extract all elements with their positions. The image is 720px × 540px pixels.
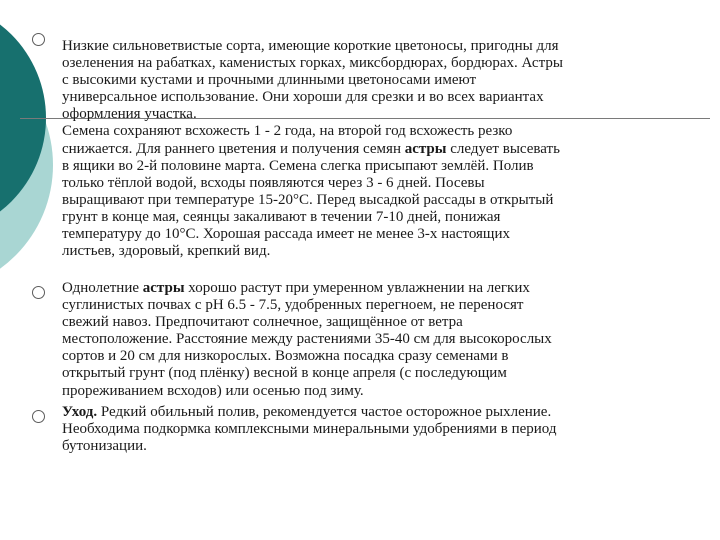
paragraph-sowing: [62, 38, 707, 260]
text-line: сортов и 20 см для низкорослых. Возможна посадка сразу семенами в: [62, 348, 509, 365]
text-line: универсальное использование. Они хороши для срезки и во всех вариантах: [62, 89, 544, 106]
bullet-1: [32, 33, 45, 46]
text-line: местоположение. Расстояние между растениями 35-40 см для высокорослых: [62, 331, 552, 348]
paragraph-growing-conditions: [62, 280, 707, 400]
text-line: прореживанием всходов) или осенью под зиму.: [62, 382, 364, 399]
text-line: Однолетние астры хорошо растут при умеренном увлажнении на легких: [62, 280, 530, 296]
text-line: Низкие сильноветвистые сорта, имеющие короткие цветоносы, пригодны для: [62, 38, 559, 54]
text-line: с высокими кустами и прочными длинными цветоносами имеют: [62, 72, 477, 89]
text-line: выращивают при температуре 15-20°С. Перед высадкой рассады в открытый: [62, 191, 554, 208]
text-line: оформления участка.: [62, 106, 197, 123]
paragraph-care: [62, 404, 707, 455]
decorative-side-shapes: [0, 0, 60, 540]
text-line: суглинистых почвах с рН 6.5 - 7.5, удобренных перегноем, не переносят: [62, 297, 524, 314]
text-line: открытый грунт (под плёнку) весной в конце апреля (с последующим: [62, 365, 507, 382]
text-line: снижается. Для раннего цветения и получения семян астры следует высевать: [62, 140, 560, 157]
text-line: свежий навоз. Предпочитают солнечное, защищённое от ветра: [62, 314, 463, 331]
text-line: озеленения на рабатках, каменистых горках, миксбордюрах, бордюрах. Астры: [62, 55, 563, 72]
text-line: грунт в конце мая, сеянцы закаливают в течении 7-10 дней, понижая: [62, 208, 501, 225]
bullet-3: [32, 410, 45, 423]
text-line: листьев, здоровый, крепкий вид.: [62, 243, 271, 260]
text-line: температуру до 10°С. Хорошая рассада имеет не менее 3-х настоящих: [62, 226, 511, 243]
text-line: только тёплой водой, всходы появляются через 3 - 6 дней. Посевы: [62, 174, 485, 191]
text-line: Семена сохраняют всхожесть 1 - 2 года, на второй год всхожесть резко: [62, 123, 513, 140]
bullet-2: [32, 286, 45, 299]
text-line: бутонизации.: [62, 438, 147, 455]
text-line: Уход. Редкий обильный полив, рекомендуется частое осторожное рыхление.: [62, 404, 552, 420]
text-line: Необходима подкормка комплексными минеральными удобрениями в период: [62, 421, 557, 438]
text-line: в ящики во 2-й половине марта. Семена слегка присыпают землёй. Полив: [62, 157, 534, 174]
